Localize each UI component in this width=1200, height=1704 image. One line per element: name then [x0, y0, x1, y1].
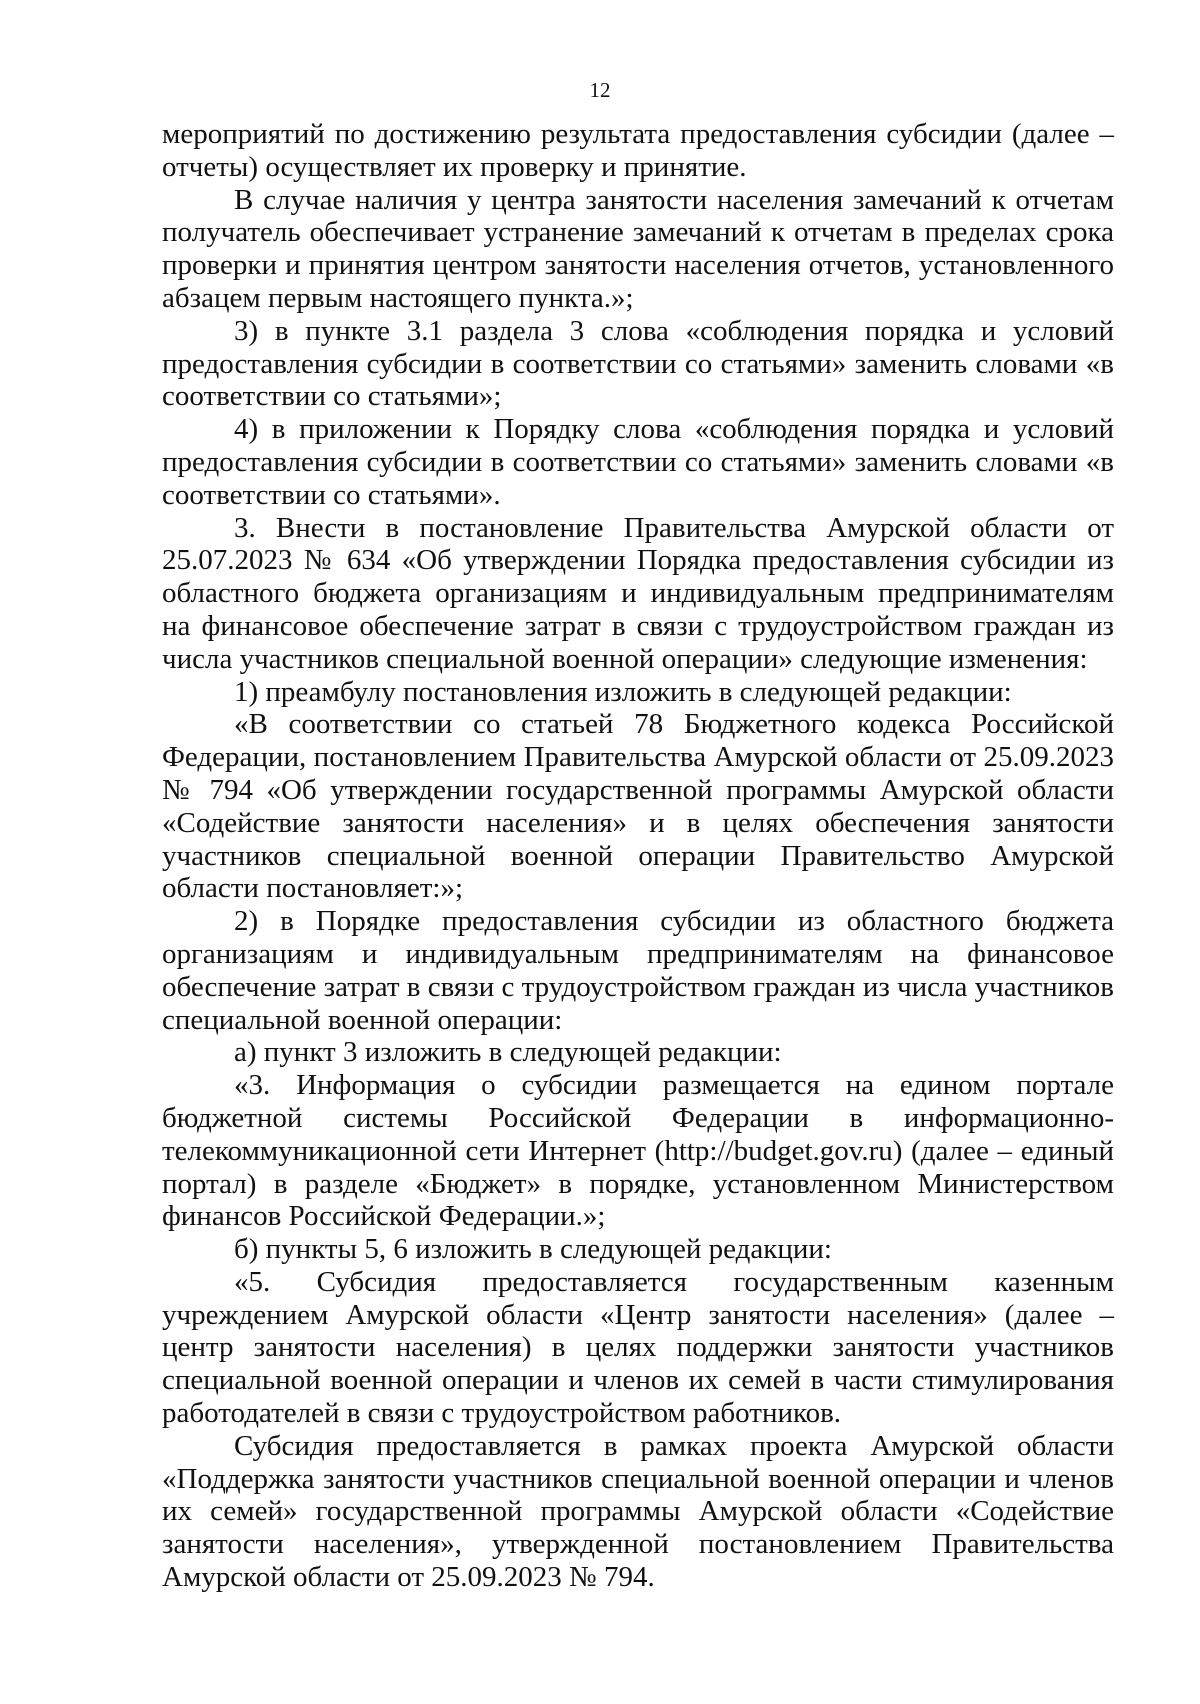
- paragraph-point-3-text: «3. Информация о субсидии размещается на едином портале бюджетной системы Российской Федерации в информационно-телекоммуникационной сети Интернет (http://budget.gov.ru) (далее – единый портал) в разделе «Бюджет» в порядке, установленном Министерством финансов Российской Федерации.»;: [162, 1069, 1114, 1233]
- paragraph-subitem-b: б) пункты 5, 6 изложить в следующей редакции:: [234, 1233, 832, 1266]
- paragraph-subitem-a: а) пункт 3 изложить в следующей редакции:: [234, 1036, 782, 1069]
- paragraph-order-item: 2) в Порядке предоставления субсидии из областного бюджета организациям и индивидуальным предпринимателям на финансовое обеспечение затрат в связи с трудоустройством граждан из числа участников специальной военной операции:: [162, 905, 1114, 1036]
- paragraph-subsidy-project: Субсидия предоставляется в рамках проекта Амурской области «Поддержка занятости участников специальной военной операции и членов их семей» государственной программы Амурской области «Содействие занятости населения», утвержденной постановлением Правительства Амурской области от 25.09.2023 № 794.: [162, 1429, 1114, 1594]
- paragraph-item-4: 4) в приложении к Порядку слова «соблюдения порядка и условий предоставления субсидии в соответствии со статьями» заменить словами «в соответствии со статьями».: [162, 413, 1114, 511]
- paragraph-continuation: мероприятий по достижению результата предоставления субсидии (далее – отчеты) осуществляет их проверку и принятие.: [162, 118, 1114, 183]
- paragraph-point-5-text: «5. Субсидия предоставляется государственным казенным учреждением Амурской области «Центр занятости населения» (далее – центр занятости населения) в целях поддержки занятости участников специальной военной операции и членов их семей в части стимулирования работодателей в связи с трудоустройством работников.: [162, 1265, 1114, 1430]
- paragraph-remarks: В случае наличия у центра занятости населения замечаний к отчетам получатель обеспечивает устранение замечаний к отчетам в пределах срока проверки и принятия центром занятости населения отчетов, установленного абзацем первым настоящего пункта.»;: [162, 183, 1114, 314]
- paragraph-section-3: 3. Внести в постановление Правительства Амурской области от 25.07.2023 № 634 «Об утверждении Порядка предоставления субсидии из областного бюджета организациям и индивидуальным предпринимателям на финансовое обеспечение затрат в связи с трудоустройством граждан из числа участников специальной военной операции» следующие изменения:: [162, 511, 1114, 675]
- paragraph-item-3: 3) в пункте 3.1 раздела 3 слова «соблюдения порядка и условий предоставления субсидии в соответствии со статьями» заменить словами «в соответствии со статьями»;: [162, 314, 1114, 413]
- document-body: [162, 118, 1114, 1594]
- page-number: 12: [589, 78, 611, 102]
- paragraph-preamble-text: «В соответствии со статьей 78 Бюджетного кодекса Российской Федерации, постановлением Правительства Амурской области от 25.09.2023 № 794 «Об утверждении государственной программы Амурской области «Содействие занятости населения» и в целях обеспечения занятости участников специальной военной операции Правительство Амурской области постановляет:»;: [162, 708, 1114, 905]
- paragraph-preamble-item: 1) преамбулу постановления изложить в следующей редакции:: [234, 675, 1012, 708]
